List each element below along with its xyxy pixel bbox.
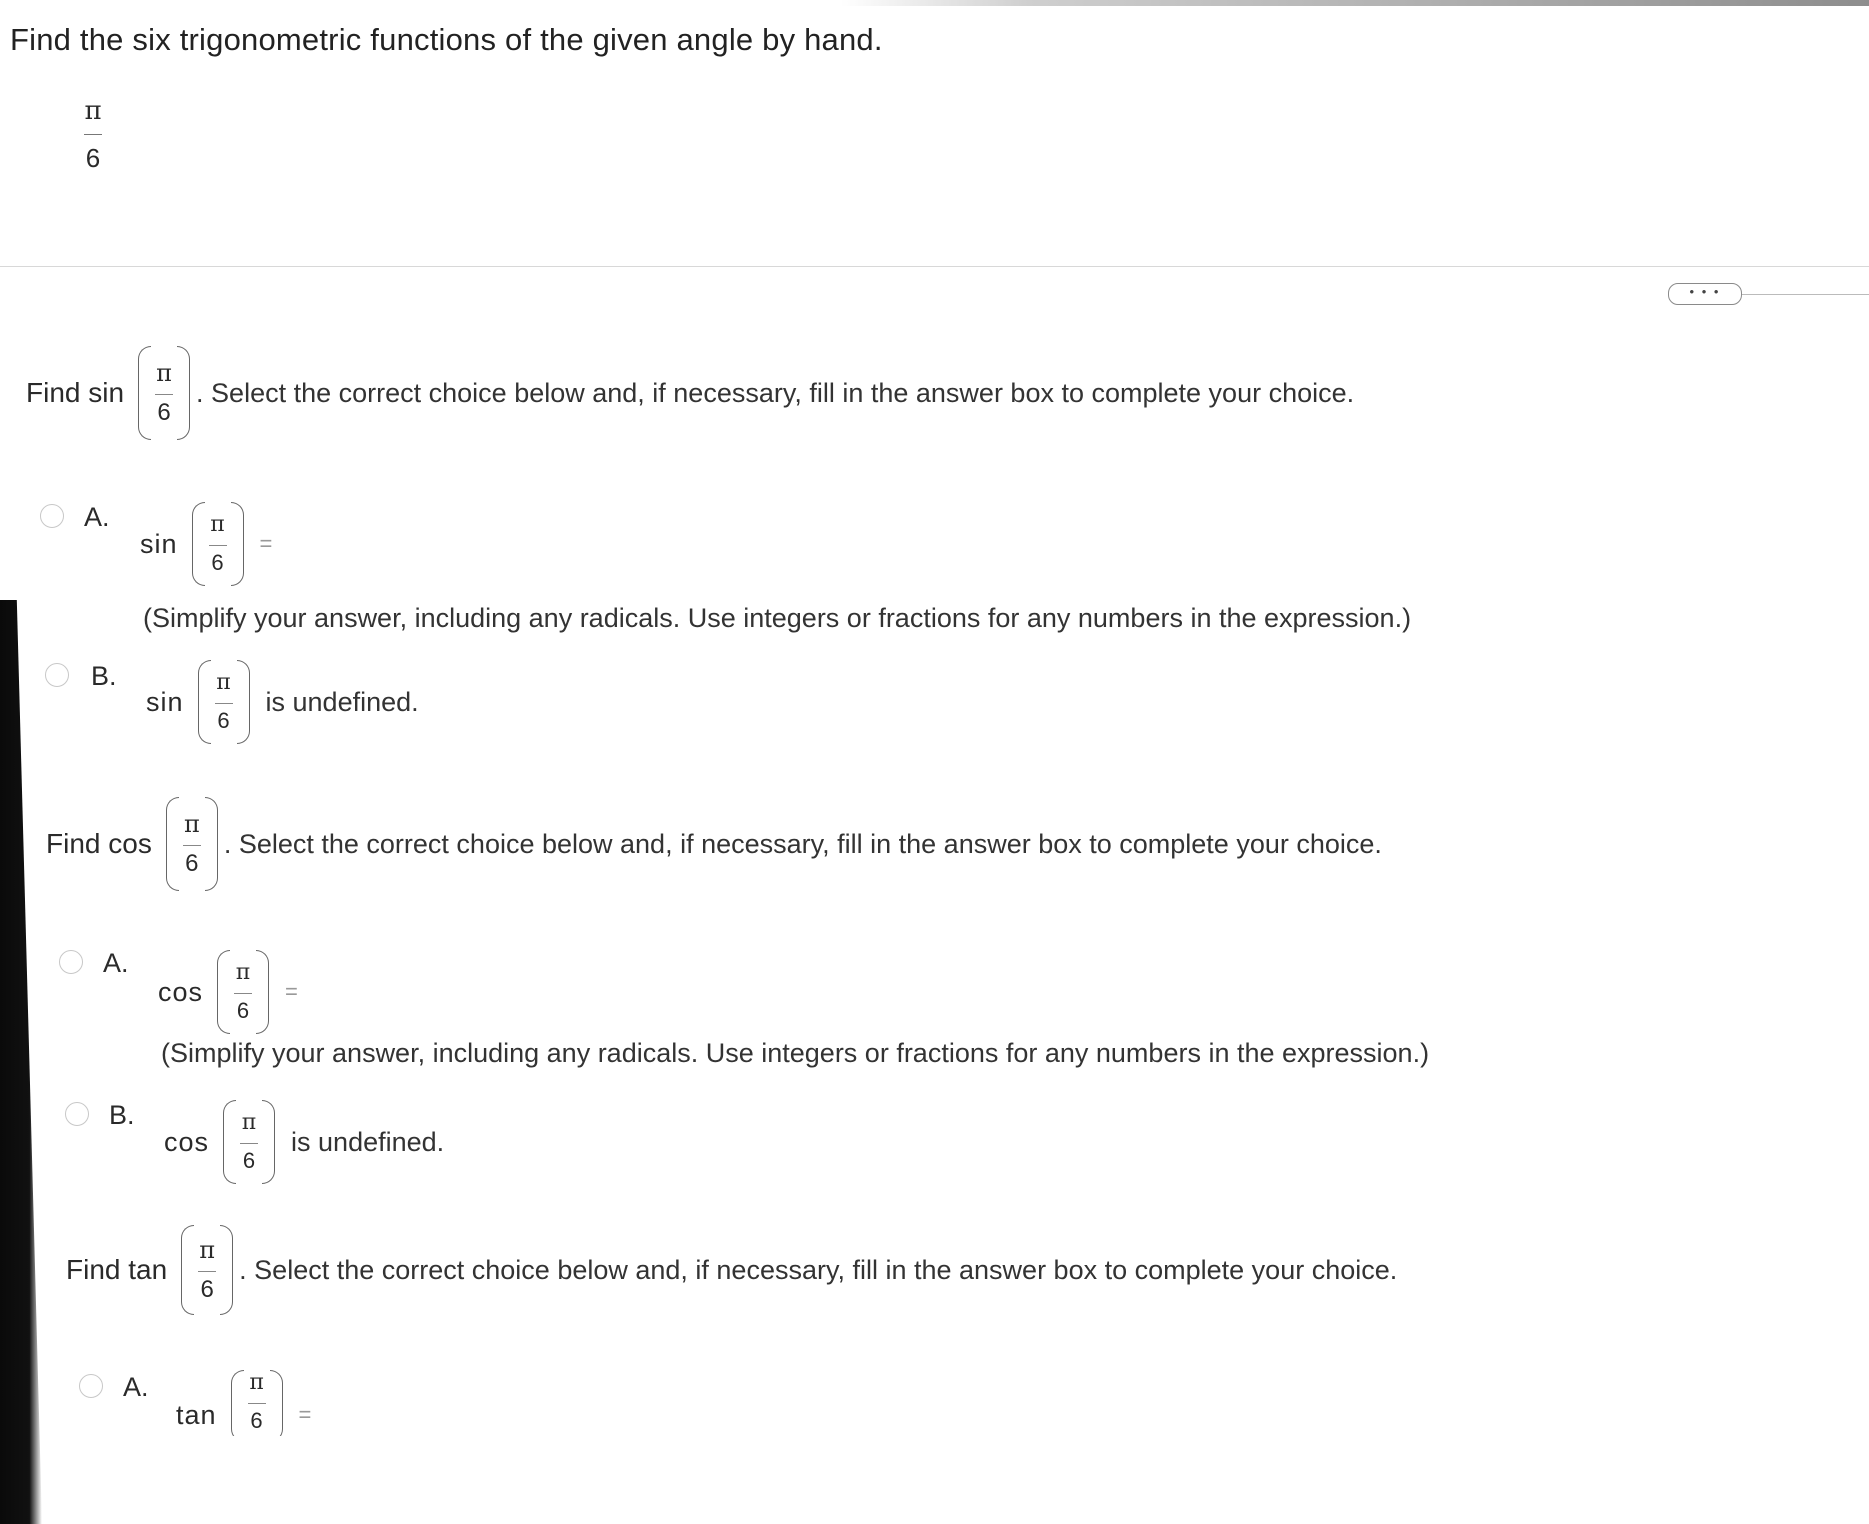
fraction-numerator: π: [210, 512, 225, 537]
left-paren: [166, 797, 179, 891]
window-top-edge: [0, 0, 1869, 6]
angle-fraction: [179, 812, 205, 876]
angle-fraction: [205, 514, 231, 574]
tan-prompt: Find tan: [66, 1254, 168, 1285]
angle-fraction: [194, 1238, 220, 1302]
fraction-bar: [209, 545, 227, 546]
right-paren: [177, 346, 190, 440]
equals-sign: =: [298, 1402, 312, 1427]
sin-prompt: Find sin: [26, 377, 125, 408]
fraction-numerator: π: [199, 1236, 216, 1264]
section-divider: [0, 266, 1869, 267]
cos-option-a-letter: A.: [103, 948, 129, 978]
right-paren: [256, 950, 269, 1034]
tan-instruction: . Select the correct choice below and, if necessary, fill in the answer box to complete your choice.: [239, 1254, 1398, 1285]
fraction-numerator: π: [183, 810, 200, 838]
sin-function: sin: [140, 528, 178, 559]
fraction-denominator: 6: [242, 1148, 256, 1173]
sin-function: sin: [146, 686, 184, 717]
fraction-numerator: π: [156, 359, 172, 387]
cos-option-b-letter: B.: [109, 1100, 135, 1130]
right-paren: [270, 1370, 283, 1436]
fraction-numerator: π: [241, 1110, 257, 1135]
cos-option-b-radio[interactable]: [65, 1102, 89, 1126]
given-angle-numerator: π: [84, 96, 102, 126]
fraction-denominator: 6: [157, 399, 171, 426]
angle-fraction: [236, 1112, 262, 1172]
left-paren: [181, 1225, 194, 1315]
angle-fraction: [244, 1372, 270, 1432]
tan-option-a-radio[interactable]: [79, 1374, 103, 1398]
fraction-bar: [234, 993, 252, 994]
left-paren: [198, 660, 211, 744]
more-options-button[interactable]: • • •: [1668, 283, 1742, 305]
tan-function: tan: [176, 1400, 217, 1430]
tan-option-a-expression: [176, 1370, 311, 1436]
paren-group: [217, 950, 269, 1034]
fraction-bar: [155, 394, 173, 395]
left-paren: [138, 346, 151, 440]
paren-group: [166, 797, 218, 891]
fraction-denominator: 6: [185, 850, 199, 877]
fraction-numerator: π: [235, 960, 251, 985]
equals-sign: =: [259, 531, 273, 556]
fraction-numerator: π: [216, 670, 231, 695]
left-paren: [223, 1100, 236, 1184]
fraction-bar: [240, 1143, 258, 1144]
sin-option-a-expression: [140, 502, 272, 586]
sin-option-a-radio[interactable]: [40, 504, 64, 528]
left-paren: [192, 502, 205, 586]
fraction-numerator: π: [249, 1370, 264, 1395]
angle-fraction: [230, 962, 256, 1022]
cos-option-a-expression: [158, 950, 298, 1034]
angle-fraction: [151, 361, 177, 425]
angle-fraction: [211, 672, 237, 732]
cos-option-a-radio[interactable]: [59, 950, 83, 974]
given-angle-denominator: 6: [85, 143, 101, 173]
fraction-denominator: 6: [211, 550, 224, 575]
left-paren: [217, 950, 230, 1034]
paren-group: [138, 346, 190, 440]
right-paren: [237, 660, 250, 744]
sin-question: [26, 346, 1354, 440]
right-paren: [231, 502, 244, 586]
cos-function: cos: [158, 976, 204, 1007]
fraction-bar: [84, 134, 102, 135]
sin-option-b-letter: B.: [91, 661, 117, 691]
right-paren: [205, 797, 218, 891]
paren-group: [223, 1100, 275, 1184]
paren-group: [192, 502, 244, 586]
fraction-bar: [183, 845, 201, 846]
fraction-bar: [215, 703, 233, 704]
fraction-bar: [248, 1403, 266, 1404]
given-angle: [76, 96, 110, 173]
cos-prompt: Find cos: [46, 828, 152, 859]
right-paren: [220, 1225, 233, 1315]
sin-option-b-radio[interactable]: [45, 663, 69, 687]
fraction-bar: [198, 1271, 216, 1272]
fraction-denominator: 6: [236, 998, 250, 1023]
question-title: Find the six trigonometric functions of the given angle by hand.: [10, 22, 883, 57]
screen-bezel: [0, 600, 42, 1524]
undefined-text: is undefined.: [291, 1126, 445, 1157]
cos-answer-hint: (Simplify your answer, including any radicals. Use integers or fractions for any numbers in the expression.): [161, 1038, 1430, 1068]
sin-option-b-expression: [146, 660, 419, 744]
fraction-denominator: 6: [200, 1276, 214, 1303]
cos-question: [46, 797, 1382, 891]
cos-instruction: . Select the correct choice below and, if necessary, fill in the answer box to complete your choice.: [223, 828, 1382, 859]
undefined-text: is undefined.: [265, 686, 419, 717]
left-paren: [231, 1370, 244, 1436]
tan-question: [66, 1225, 1397, 1315]
equals-sign: =: [285, 979, 298, 1004]
fraction-denominator: 6: [217, 708, 230, 733]
paren-group: [231, 1370, 283, 1436]
right-paren: [262, 1100, 275, 1184]
tan-option-a-letter: A.: [123, 1372, 149, 1402]
sin-answer-hint: (Simplify your answer, including any radicals. Use integers or fractions for any numbers in the expression.): [143, 603, 1412, 633]
sin-option-a-letter: A.: [84, 502, 110, 532]
divider-line-right: [1740, 294, 1869, 295]
paren-group: [198, 660, 250, 744]
paren-group: [181, 1225, 233, 1315]
cos-function: cos: [164, 1126, 210, 1157]
fraction-denominator: 6: [250, 1408, 263, 1433]
sin-instruction: . Select the correct choice below and, if necessary, fill in the answer box to complete your choice.: [196, 377, 1355, 408]
cos-option-b-expression: [164, 1100, 444, 1184]
